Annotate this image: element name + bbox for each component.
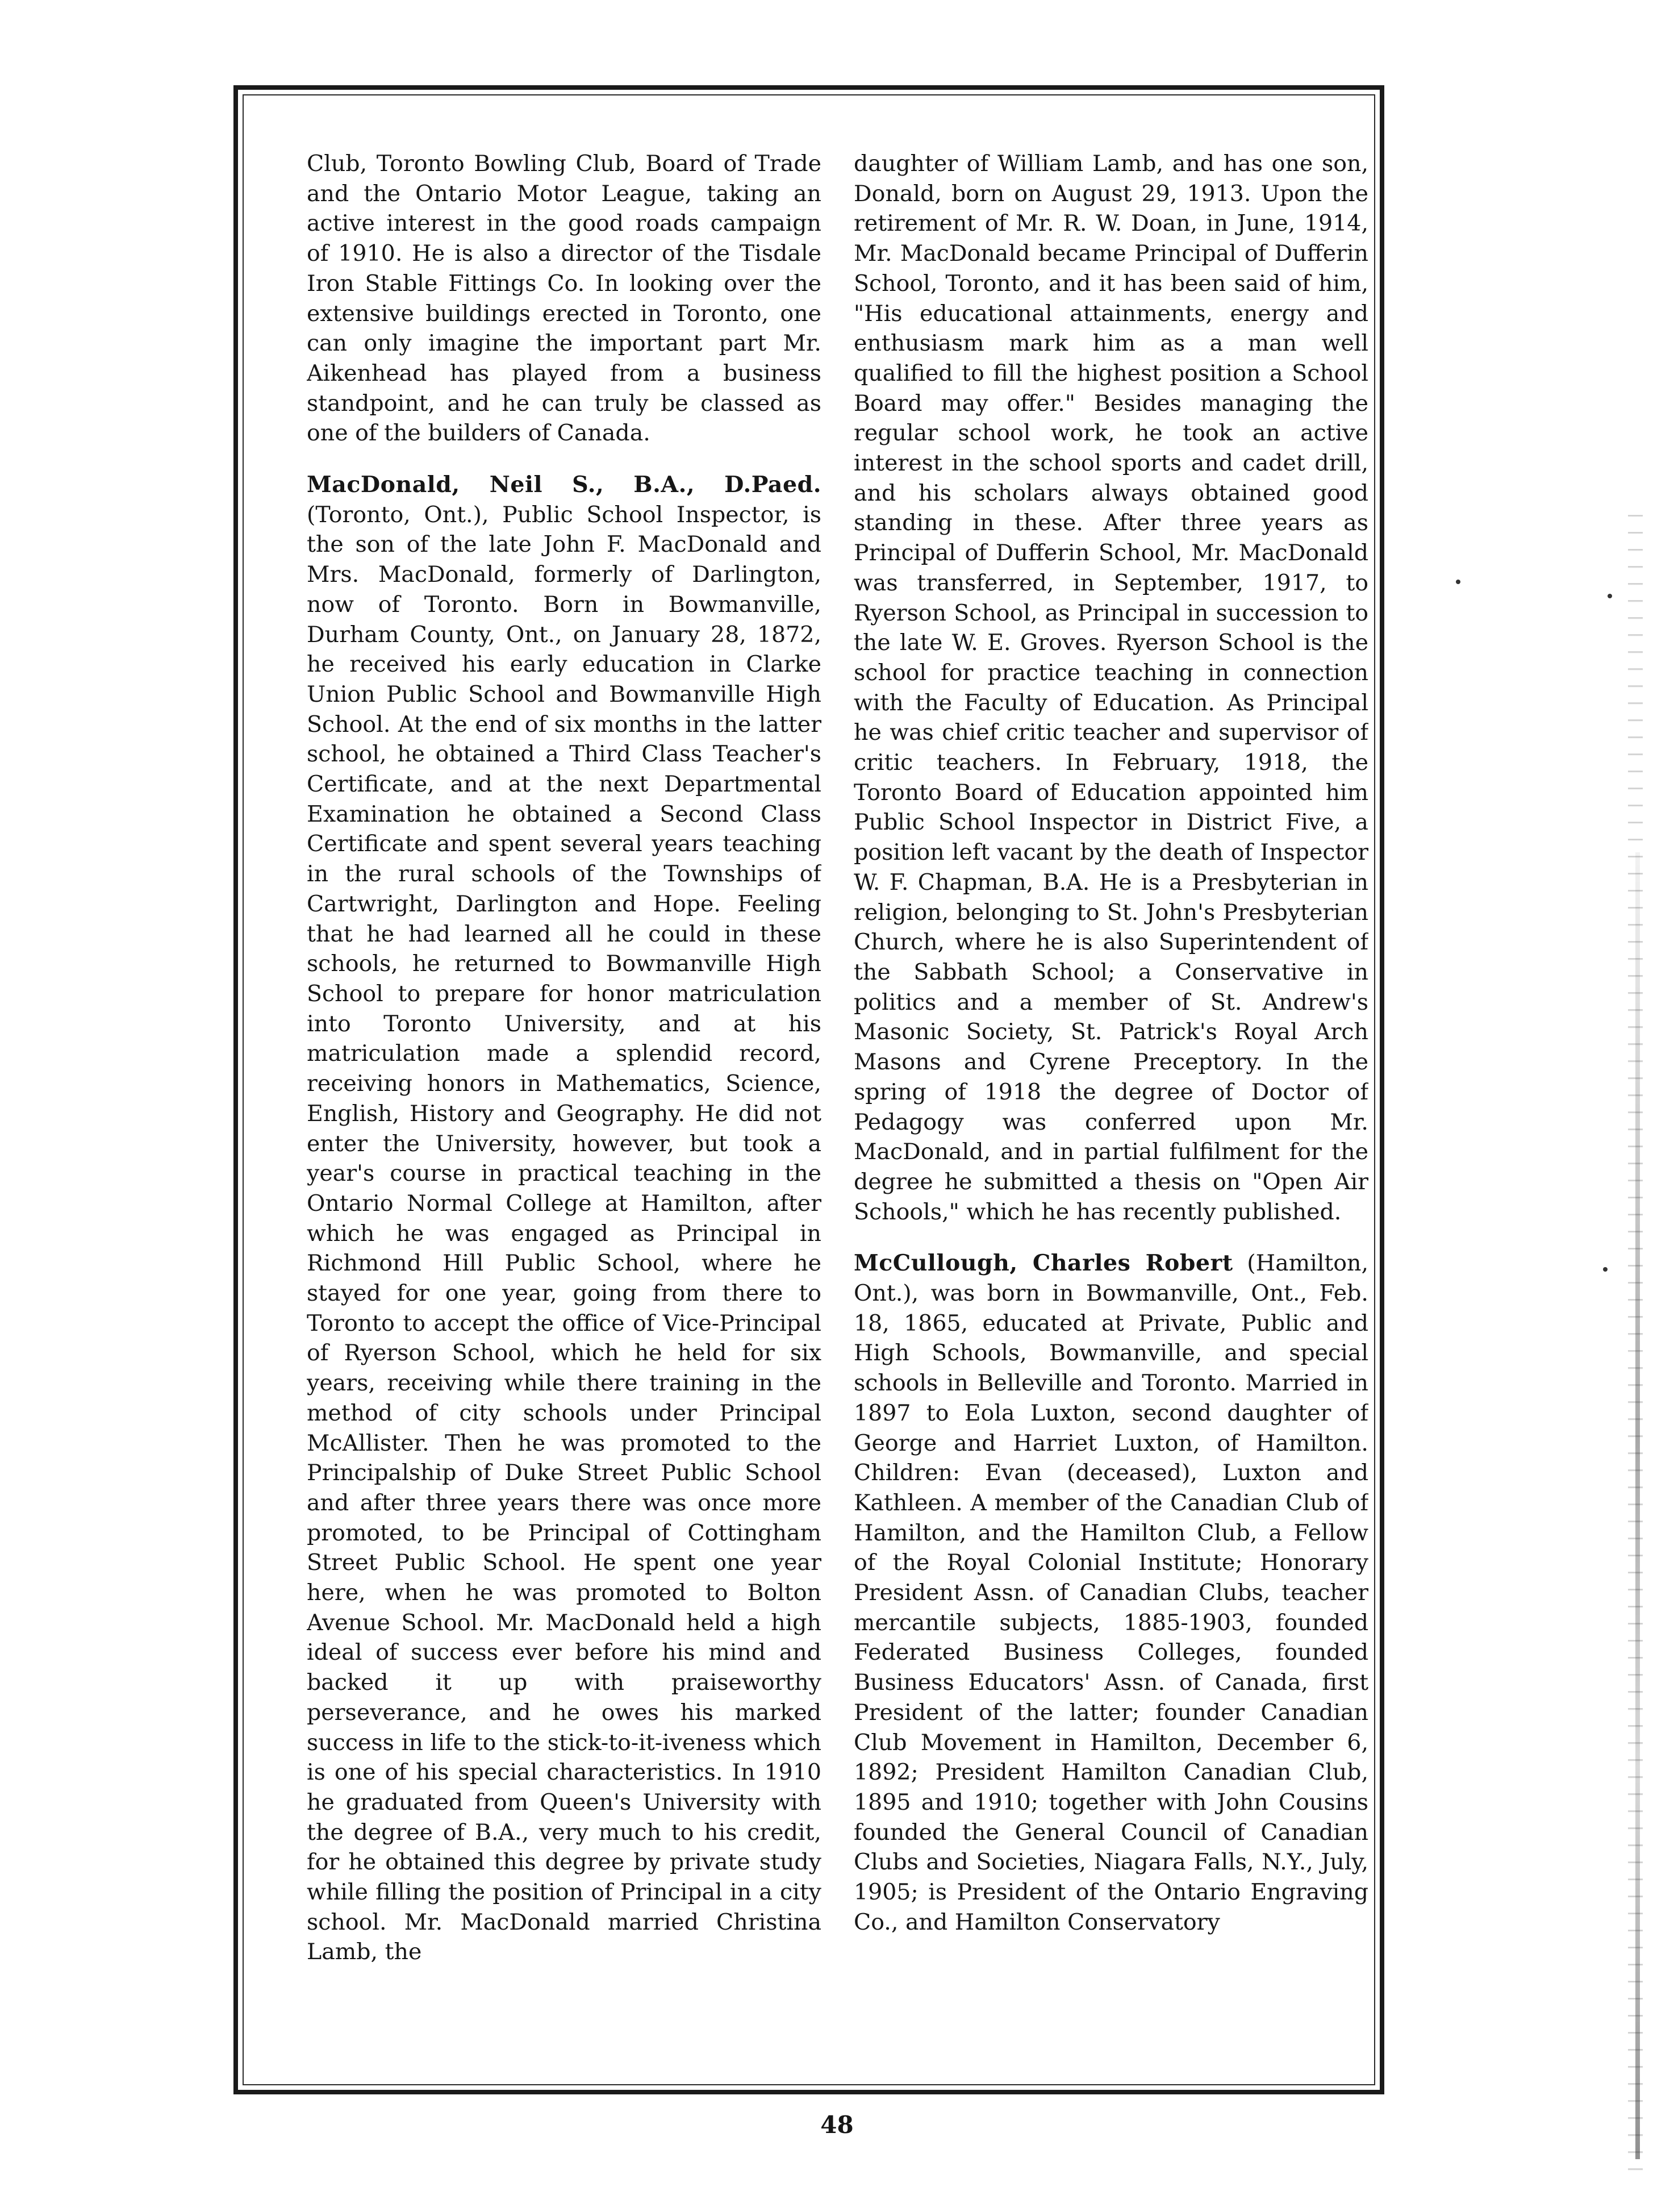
right-column <box>854 149 1368 2018</box>
entry-text-macdonald: (Toronto, Ont.), Public School Inspector, is the son of the late John F. MacDonald and Mrs. MacDonald, formerly of Darlington, now of Toronto. Born in Bowmanville, Durham County, Ont., on January 28, 1872, he received his early education in Clarke Union Public School and Bowmanville High School. At the end of six months in the latter school, he obtained a Third Class Teacher's Certificate, and at the next Departmental Examination he obtained a Second Class Certificate and spent several years teaching in the rural schools of the Townships of Cartwright, Darlington and Hope. Feeling that he had learned all he could in these schools, he returned to Bowmanville High School to prepare for honor matriculation into Toronto University, and at his matriculation made a splendid record, receiving honors in Mathematics, Science, English, History and Geography. He did not enter the University, however, but took a year's course in practical teaching in the Ontario Normal College at Hamilton, after which he was engaged as Principal in Richmond Hill Public School, where he stayed for one year, going from there to Toronto to accept the office of Vice-Principal of Ryerson School, which he held for six years, receiving while there training in the method of city schools under Principal McAllister. Then he was promoted to the Principalship of Duke Street Public School and after three years there was once more promoted, to be Principal of Cottingham Street Public School. He spent one year here, when he was promoted to Bolton Avenue School. Mr. MacDonald held a high ideal of success ever before his mind and backed it up with praiseworthy perseverance, and he owes his marked success in life to the stick-to-it-iveness which is one of his special characteristics. In 1910 he graduated from Queen's University with the degree of B.A., very much to his credit, for he obtained this degree by private study while filling the position of Principal in a city school. Mr. MacDonald married Christina Lamb, the <box>307 501 821 1965</box>
page-number: 48 <box>820 2111 854 2139</box>
scan-speck <box>1456 580 1460 584</box>
scan-edge-artifact <box>1635 852 1640 2159</box>
left-column <box>307 149 821 2018</box>
right-continued-paragraph: daughter of William Lamb, and has one son, Donald, born on August 29, 1913. Upon the retirement of Mr. R. W. Doan, in June, 1914, Mr. MacDonald became Principal of Dufferin School, Toronto, and it has been said of him, "His educational attainments, energy and enthusiasm mark him as a man well qualified to fill the highest position a School Board may offer." Besides managing the regular school work, he took an active interest in the school sports and cadet drill, and his scholars always obtained good standing in these. After three years as Principal of Dufferin School, Mr. MacDonald was transferred, in September, 1917, to Ryerson School, as Principal in succession to the late W. E. Groves. Ryerson School is the school for practice teaching in connection with the Faculty of Education. As Principal he was chief critic teacher and supervisor of critic teachers. In February, 1918, the Toronto Board of Education appointed him Public School Inspector in District Five, a position left vacant by the death of Inspector W. F. Chapman, B.A. He is a Presbyterian in religion, belonging to St. John's Presbyterian Church, where he is also Superintendent of the Sabbath School; a Conservative in politics and a member of St. Andrew's Masonic Society, St. Patrick's Royal Arch Masons and Cyrene Preceptory. In the spring of 1918 the degree of Doctor of Pedagogy was conferred upon Mr. MacDonald, and in partial fulfilment for the degree he submitted a thesis on "Open Air Schools," which he has recently published. <box>854 151 1368 1225</box>
entry-macdonald <box>307 470 821 1967</box>
entry-mccullough <box>854 1248 1368 1937</box>
entry-heading-macdonald: MacDonald, Neil S., B.A., D.Paed. <box>307 472 821 498</box>
entry-text-mccullough: (Hamilton, Ont.), was born in Bowmanville, Ont., Feb. 18, 1865, educated at Private, Public and High Schools, Bowmanville, and special schools in Belleville and Toronto. Married in 1897 to Eola Luxton, second daughter of George and Harriet Luxton, of Hamilton. Children: Evan (deceased), Luxton and Kathleen. A member of the Canadian Club of Hamilton, and the Hamilton Club, a Fellow of the Royal Colonial Institute; Honorary President Assn. of Canadian Clubs, teacher mercantile subjects, 1885-1903, founded Federated Business Colleges, founded Business Educators' Assn. of Canada, first President of the latter; founder Canadian Club Movement in Hamilton, December 6, 1892; President Hamilton Canadian Club, 1895 and 1910; together with John Cousins founded the General Council of Canadian Clubs and Societies, Niagara Falls, N.Y., July, 1905; is President of the Ontario Engraving Co., and Hamilton Conservatory <box>854 1250 1368 1935</box>
left-continued-paragraph: Club, Toronto Bowling Club, Board of Trade and the Ontario Motor League, taking an active interest in the good roads campaign of 1910. He is also a director of the Tisdale Iron Stable Fittings Co. In looking over the extensive buildings erected in Toronto, one can only imagine the important part Mr. Aikenhead has played from a business standpoint, and he can truly be classed as one of the builders of Canada. <box>307 151 821 447</box>
entry-heading-mccullough: McCullough, Charles Robert <box>854 1250 1233 1277</box>
scan-speck <box>1608 594 1612 598</box>
scan-speck <box>1603 1267 1608 1272</box>
